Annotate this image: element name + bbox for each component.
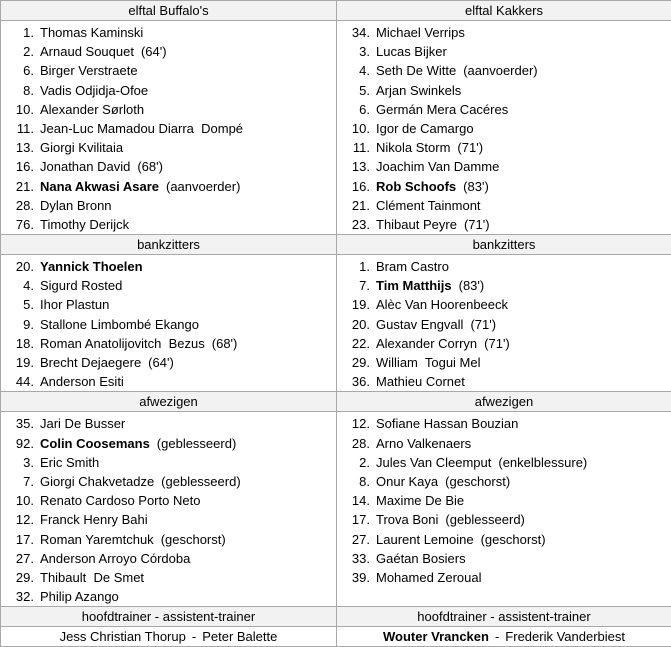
player-name: Trova Boni [376,512,438,527]
player-name: Timothy Derijck [40,217,129,232]
player-name: Franck Henry Bahi [40,512,148,527]
player-number: 6. [1,61,34,80]
player-note: (aanvoerder) [463,63,537,78]
player-row [337,334,671,353]
player-name: Rob Schoofs [376,179,456,194]
player-row [337,510,671,529]
player-number: 12. [337,414,370,433]
player-number: 18. [1,334,34,353]
player-number: 23. [337,215,370,234]
player-number: 22. [337,334,370,353]
team-header-row [1,1,671,21]
player-number: 19. [337,295,370,314]
player-number: 35. [1,414,34,433]
player-name: William Togui Mel [376,355,481,370]
away-assistant-coach: Frederik Vanderbiest [505,629,625,644]
player-number: 92. [1,434,34,453]
player-number: 29. [337,353,370,372]
player-row [1,257,336,276]
player-name: Gaétan Bosiers [376,551,466,566]
player-note: (geblesseerd) [161,474,241,489]
player-note: (71') [470,317,496,332]
player-row [1,42,336,61]
player-number: 4. [1,276,34,295]
player-row [337,568,671,587]
player-name: Anderson Arroyo Córdoba [40,551,190,566]
player-number: 27. [337,530,370,549]
player-row [337,315,671,334]
player-note: (83') [463,179,489,194]
player-number: 44. [1,372,34,391]
player-number: 10. [1,100,34,119]
starters-row [1,21,671,235]
player-name: Sigurd Rosted [40,278,122,293]
player-row [337,414,671,433]
away-bench-list [337,255,671,392]
player-number: 8. [337,472,370,491]
player-name: Eric Smith [40,455,99,470]
player-row [1,100,336,119]
player-row [1,372,336,391]
player-name: Germán Mera Cacéres [376,102,508,117]
player-number: 10. [1,491,34,510]
player-row [1,119,336,138]
player-row [1,276,336,295]
player-number: 3. [1,453,34,472]
player-note: (geschorst) [161,532,226,547]
player-name: Mathieu Cornet [376,374,465,389]
home-head-coach: Jess Christian Thorup [60,629,186,644]
player-row [337,491,671,510]
player-number: 8. [1,81,34,100]
player-note: (68') [212,336,238,351]
player-note: (geblesseerd) [157,436,237,451]
player-name: Jean-Luc Mamadou Diarra Dompé [40,121,243,136]
player-row [337,434,671,453]
player-row [337,42,671,61]
player-row [337,157,671,176]
player-row [1,315,336,334]
player-name: Nana Akwasi Asare [40,179,159,194]
player-row [1,334,336,353]
player-note: (geschorst) [445,474,510,489]
player-name: Alexander Sørloth [40,102,144,117]
away-starters-list [337,21,671,235]
player-row [1,568,336,587]
player-row [337,453,671,472]
player-number: 9. [1,315,34,334]
player-name: Arnaud Souquet [40,44,134,59]
player-name: Ihor Plastun [40,297,109,312]
player-row [1,215,336,234]
home-absent-list [1,412,337,607]
player-row [1,472,336,491]
player-name: Thibault De Smet [40,570,144,585]
player-row [1,295,336,314]
player-note: (64') [141,44,167,59]
player-row [1,138,336,157]
away-team-header: elftal Kakkers [337,1,671,21]
player-note: (geschorst) [481,532,546,547]
player-name: Gustav Engvall [376,317,463,332]
player-number: 16. [337,177,370,196]
player-number: 14. [337,491,370,510]
player-name: Nikola Storm [376,140,450,155]
player-number: 20. [1,257,34,276]
player-name: Onur Kaya [376,474,438,489]
player-name: Laurent Lemoine [376,532,474,547]
player-number: 5. [337,81,370,100]
player-row [1,453,336,472]
player-number: 21. [337,196,370,215]
staff-header-row [1,607,671,627]
player-name: Giorgi Chakvetadze [40,474,154,489]
player-number: 2. [1,42,34,61]
home-bench-list [1,255,337,392]
home-starters-list [1,21,337,235]
staff-row [1,627,671,647]
player-number: 16. [1,157,34,176]
player-name: Roman Yaremtchuk [40,532,154,547]
player-number: 3. [337,42,370,61]
player-name: Birger Verstraete [40,63,138,78]
player-name: Clément Tainmont [376,198,481,213]
player-name: Alèc Van Hoorenbeeck [376,297,508,312]
player-name: Arjan Swinkels [376,83,461,98]
player-number: 29. [1,568,34,587]
player-row [1,587,336,606]
player-number: 4. [337,61,370,80]
player-number: 32. [1,587,34,606]
player-number: 28. [1,196,34,215]
player-number: 11. [337,138,370,157]
bench-header-row [1,235,671,255]
bench-row [1,255,671,392]
player-name: Seth De Witte [376,63,456,78]
away-head-coach: Wouter Vrancken [383,629,489,644]
player-number: 7. [1,472,34,491]
player-number: 13. [1,138,34,157]
player-row [337,138,671,157]
player-number: 28. [337,434,370,453]
player-row [337,372,671,391]
player-name: Vadis Odjidja-Ofoe [40,83,148,98]
player-row [1,157,336,176]
player-number: 19. [1,353,34,372]
player-name: Stallone Limbombé Ekango [40,317,199,332]
player-note: (68') [137,159,163,174]
player-note: (64') [148,355,174,370]
player-number: 17. [337,510,370,529]
player-number: 12. [1,510,34,529]
player-row [1,61,336,80]
player-name: Tim Matthijs [376,278,452,293]
player-number: 2. [337,453,370,472]
player-number: 1. [337,257,370,276]
away-absent-header: afwezigen [337,392,671,412]
player-name: Arno Valkenaers [376,436,471,451]
away-staff-cell [337,627,671,647]
player-row [337,100,671,119]
player-note: (geblesseerd) [445,512,525,527]
player-name: Colin Coosemans [40,436,150,451]
player-number: 27. [1,549,34,568]
player-row [1,530,336,549]
home-absent-header: afwezigen [1,392,337,412]
player-row [1,81,336,100]
player-row [1,510,336,529]
player-name: Thomas Kaminski [40,25,143,40]
player-name: Igor de Camargo [376,121,474,136]
player-row [1,549,336,568]
player-note: (71') [484,336,510,351]
player-row [1,196,336,215]
player-name: Joachim Van Damme [376,159,499,174]
player-row [1,353,336,372]
home-staff-header: hoofdtrainer - assistent-trainer [1,607,337,627]
player-note: (83') [459,278,485,293]
away-absent-list [337,412,671,607]
player-number: 10. [337,119,370,138]
player-number: 34. [337,23,370,42]
player-row [337,295,671,314]
player-name: Michael Verrips [376,25,465,40]
absent-row [1,412,671,607]
player-number: 5. [1,295,34,314]
player-row [337,257,671,276]
player-row [1,414,336,433]
player-name: Jules Van Cleemput [376,455,491,470]
away-staff-header: hoofdtrainer - assistent-trainer [337,607,671,627]
player-number: 17. [1,530,34,549]
player-row [337,61,671,80]
player-name: Roman Anatolijovitch Bezus [40,336,205,351]
player-name: Alexander Corryn [376,336,477,351]
player-note: (71') [457,140,483,155]
player-name: Philip Azango [40,589,119,604]
player-row [337,549,671,568]
player-name: Thibaut Peyre [376,217,457,232]
player-name: Yannick Thoelen [40,259,143,274]
player-number: 7. [337,276,370,295]
player-row [337,119,671,138]
player-row [337,81,671,100]
absent-header-row [1,392,671,412]
player-row [337,196,671,215]
player-name: Maxime De Bie [376,493,464,508]
home-assistant-coach: Peter Balette [202,629,277,644]
player-note: (aanvoerder) [166,179,240,194]
player-name: Anderson Esiti [40,374,124,389]
player-row [337,353,671,372]
player-name: Lucas Bijker [376,44,447,59]
home-team-header: elftal Buffalo's [1,1,337,21]
player-row [337,530,671,549]
player-name: Jari De Busser [40,416,125,431]
player-number: 20. [337,315,370,334]
player-number: 39. [337,568,370,587]
player-name: Bram Castro [376,259,449,274]
home-staff-separator: - [192,629,196,644]
player-name: Jonathan David [40,159,130,174]
player-number: 13. [337,157,370,176]
player-name: Brecht Dejaegere [40,355,141,370]
player-number: 1. [1,23,34,42]
away-staff-separator: - [495,629,499,644]
player-row [1,23,336,42]
home-bench-header: bankzitters [1,235,337,255]
player-row [337,276,671,295]
player-number: 33. [337,549,370,568]
player-name: Giorgi Kvilitaia [40,140,123,155]
player-row [337,472,671,491]
player-row [1,177,336,196]
player-number: 11. [1,119,34,138]
player-row [337,23,671,42]
player-name: Renato Cardoso Porto Neto [40,493,200,508]
away-bench-header: bankzitters [337,235,671,255]
player-note: (71') [464,217,490,232]
player-number: 36. [337,372,370,391]
home-staff-cell [1,627,337,647]
player-number: 6. [337,100,370,119]
player-row [337,215,671,234]
player-number: 21. [1,177,34,196]
player-row [1,434,336,453]
player-name: Mohamed Zeroual [376,570,482,585]
player-note: (enkelblessure) [498,455,587,470]
player-number: 76. [1,215,34,234]
player-row [337,177,671,196]
player-name: Dylan Bronn [40,198,112,213]
player-name: Sofiane Hassan Bouzian [376,416,518,431]
player-row [1,491,336,510]
